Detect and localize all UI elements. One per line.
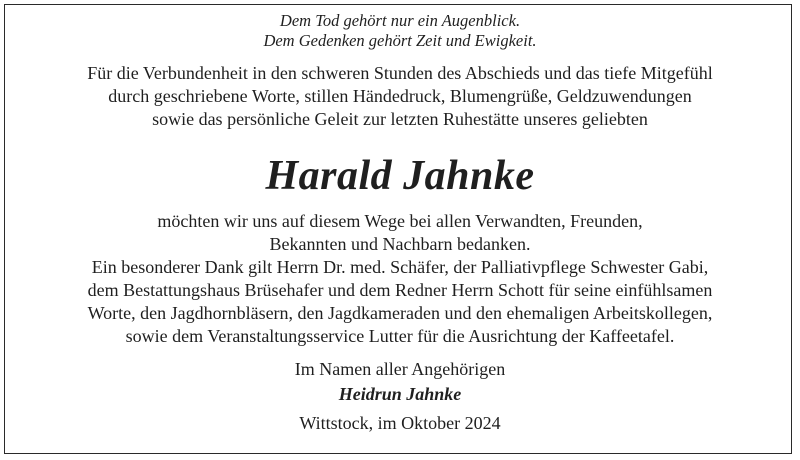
signer-name: Heidrun Jahnke: [338, 384, 462, 404]
motto-line-1: Dem Tod gehört nur ein Augenblick.: [279, 11, 521, 30]
deceased-name: Harald Jahnke: [265, 153, 535, 199]
thanks-line-6: sowie dem Veranstaltungsservice Lutter für die Ausrichtung der Kaffeetafel.: [125, 326, 675, 346]
thanks-line-4: dem Bestattungshaus Brüsehafer und dem Redner Herrn Schott für seine einfühlsamen: [87, 280, 713, 300]
motto-line-2: Dem Gedenken gehört Zeit und Ewigkeit.: [263, 31, 537, 50]
on-behalf-text: Im Namen aller Angehörigen: [294, 359, 506, 379]
thanks-line-2: Bekannten und Nachbarn bedanken.: [269, 234, 531, 254]
place-and-date: Wittstock, im Oktober 2024: [299, 413, 501, 433]
thanks-line-1: möchten wir uns auf diesem Wege bei allen Verwandten, Freunden,: [157, 211, 643, 231]
thanks-line-3: Ein besonderer Dank gilt Herrn Dr. med. Schäfer, der Palliativpflege Schwester Gabi,: [91, 257, 709, 277]
intro-line-1: Für die Verbundenheit in den schweren Stunden des Abschieds und das tiefe Mitgefühl: [87, 63, 713, 83]
intro-line-3: sowie das persönliche Geleit zur letzten Ruhestätte unseres geliebten: [152, 109, 648, 129]
thanks-line-5: Worte, den Jagdhornbläsern, den Jagdkameraden und den ehemaligen Arbeitskollegen,: [87, 303, 713, 323]
intro-line-2: durch geschriebene Worte, stillen Händedruck, Blumengrüße, Geldzuwendungen: [108, 86, 692, 106]
